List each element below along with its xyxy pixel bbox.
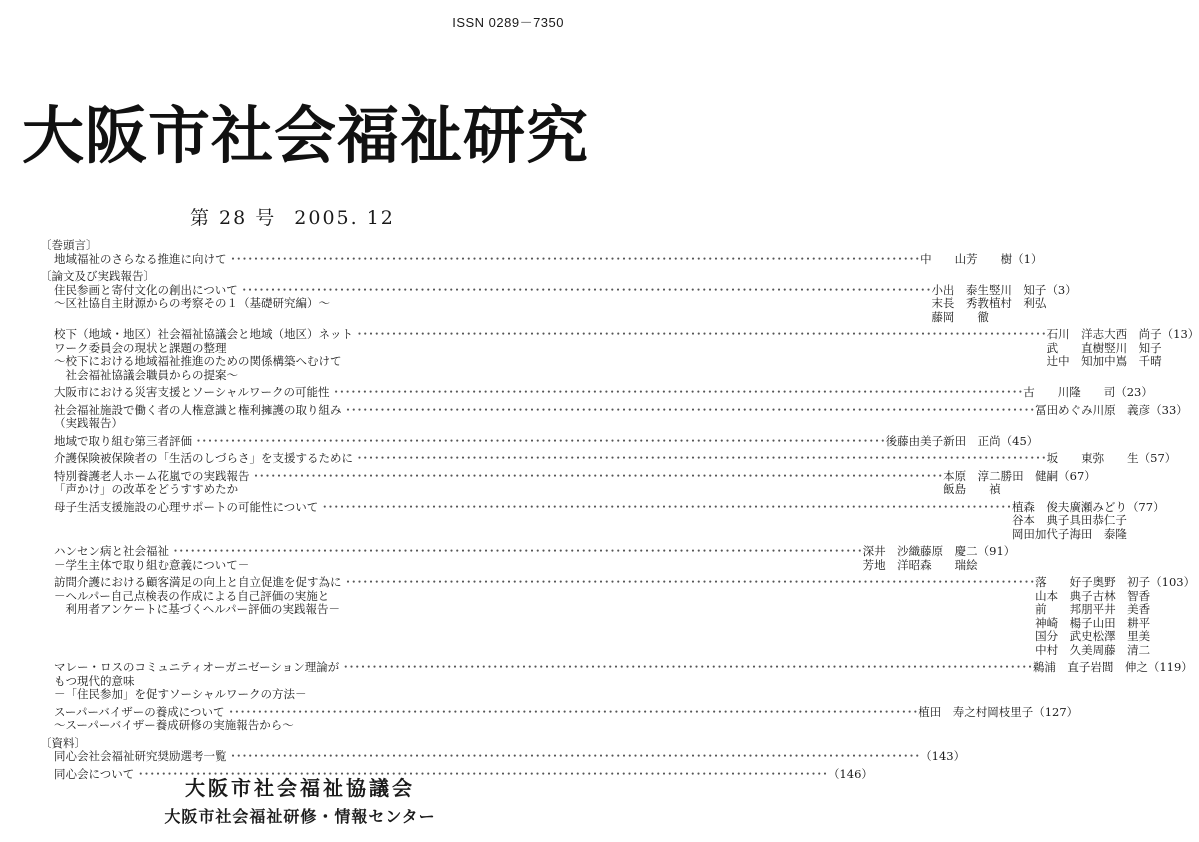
author-row xyxy=(1035,590,1150,604)
author-name: 鵜浦 直子 xyxy=(1032,660,1091,674)
author-name: 平井 美香 xyxy=(1092,602,1151,616)
toc-title-line xyxy=(54,328,1047,342)
author-row xyxy=(1035,576,1150,590)
author-row xyxy=(863,559,978,573)
dot-leader: ････････････････････････････････････････････････････････････････････････････････････････････････････････････････････････ xyxy=(341,575,1036,589)
toc-entry-title xyxy=(40,661,1033,702)
toc-title-text: 介護保険被保険者の「生活のしづらさ」を支援するために xyxy=(54,451,353,465)
dot-leader: ････････････････････････････････････････････････････････････････････････････････････････････････････････････････････････ xyxy=(339,660,1033,674)
toc-title-line xyxy=(54,661,1033,675)
toc-entry-authors xyxy=(1047,328,1162,382)
toc-title-line xyxy=(54,253,920,267)
toc-title-line xyxy=(54,386,1023,400)
toc-entry-title xyxy=(40,404,1035,431)
toc-page-number: （13） xyxy=(1161,327,1199,341)
toc-title-text: 校下（地域・地区）社会福祉協議会と地域（地区）ネット xyxy=(54,327,353,341)
toc-page-number: （23） xyxy=(1115,385,1153,399)
toc-page-number: （127） xyxy=(1033,704,1079,719)
toc-title-text: ～校下における地域福祉推進のための関係構築へむけて xyxy=(54,354,342,368)
author-name: 中嶌 千晴 xyxy=(1104,354,1162,368)
toc-page-number: （143） xyxy=(920,749,966,763)
toc-entry-title xyxy=(40,576,1035,657)
author-name: 周藤 清二 xyxy=(1092,642,1151,657)
toc-entry[interactable] xyxy=(40,282,1077,325)
author-name: 国分 武史 xyxy=(1035,629,1093,643)
issue-line xyxy=(190,203,413,230)
toc-title-line xyxy=(54,404,1035,418)
toc-entry[interactable] xyxy=(40,402,1188,431)
toc-entry[interactable] xyxy=(40,251,1043,267)
author-name: 石川 洋志 xyxy=(1046,327,1105,341)
toc-title-text: ワーク委員会の現状と課題の整理 xyxy=(54,340,227,355)
author-row xyxy=(1035,603,1150,617)
toc-page-number: （91） xyxy=(977,544,1016,558)
toc-title-line xyxy=(54,675,1033,689)
toc-entry[interactable] xyxy=(40,451,1177,466)
author-row xyxy=(1047,328,1162,342)
toc-entry-authors xyxy=(863,545,978,572)
toc-page-number: （57） xyxy=(1138,451,1177,465)
toc-title-line xyxy=(54,470,943,484)
author-name: 勝田 健嗣 xyxy=(1000,468,1059,483)
toc-title-text: ～スーパーバイザー養成研修の実施報告から～ xyxy=(54,718,294,732)
author-name: 飯島 禎 xyxy=(943,482,1001,496)
author-row xyxy=(931,311,1046,325)
author-name: 植森 俊夫 xyxy=(1011,499,1070,514)
author-name: 中 山 xyxy=(920,251,967,266)
toc-title-line xyxy=(54,750,920,764)
dot-leader: ････････････････････････････････････････････････････････････････････････････････････････････････････････････････････････ xyxy=(353,451,1047,465)
author-name: 藤原 慶二 xyxy=(920,544,978,558)
author-name: 岩間 伸之 xyxy=(1090,660,1148,674)
toc-entry-title xyxy=(40,328,1047,382)
toc-section-label: 〔巻頭言〕 xyxy=(40,238,98,252)
toc-title-line xyxy=(54,603,1035,617)
dot-leader: ････････････････････････････････････････････････････････････････････････････････････････････････････････････････････････ xyxy=(226,251,921,266)
toc-entry[interactable] xyxy=(40,575,1196,657)
toc-title-line xyxy=(54,417,1035,431)
author-name: 冨田めぐみ xyxy=(1035,402,1093,417)
toc-entry-authors xyxy=(943,470,1058,497)
author-name: 後藤由美子 xyxy=(885,433,944,448)
author-row xyxy=(1012,514,1127,528)
toc-page-number: （119） xyxy=(1147,660,1193,674)
author-name: 奥野 初子 xyxy=(1092,575,1151,589)
toc-title-text: 訪問介護における顧客満足の向上と自立促進を促す為に xyxy=(54,575,342,589)
toc-title-text: 地域で取り組む第三者評価 xyxy=(54,433,192,448)
author-row xyxy=(886,435,1001,449)
dot-leader: ････････････････････････････････････････････････････････････････････････････････････････････････････････････････････････ xyxy=(169,544,863,558)
toc-title-text: 住民参画と寄付文化の創出について xyxy=(54,282,238,297)
toc-title-line xyxy=(54,369,1047,383)
toc-title-text: ハンセン病と社会福祉 xyxy=(54,544,169,558)
toc-page-number: （77） xyxy=(1126,499,1165,514)
toc-title-text: もつ現代的意味 xyxy=(54,673,135,688)
author-name: 岡田加代子 xyxy=(1011,526,1070,541)
toc-title-text: 大阪市における災害支援とソーシャルワークの可能性 xyxy=(54,385,330,399)
author-row xyxy=(920,253,1012,267)
author-name: 坂 東 xyxy=(1046,451,1093,465)
toc-entry-title xyxy=(40,386,1023,400)
toc-entry-authors xyxy=(1047,452,1139,466)
author-name: 神崎 楊子 xyxy=(1035,615,1093,630)
author-name: 末長 秀教 xyxy=(931,296,989,310)
issue-number: 第 28 号 xyxy=(190,207,277,229)
author-name: 松澤 里美 xyxy=(1092,629,1151,643)
author-row xyxy=(1035,630,1150,644)
toc-entry-title xyxy=(40,706,918,733)
toc-entry-authors xyxy=(1035,404,1150,431)
toc-entry[interactable] xyxy=(40,433,1039,449)
author-name: 村岡枝里子 xyxy=(975,704,1034,719)
toc-title-text: 利用者アンケートに基づくヘルパー評価の実践報告－ xyxy=(54,602,341,616)
issn-label: ISSN 0289－7350 xyxy=(452,15,564,30)
toc-entry[interactable] xyxy=(40,499,1165,542)
toc-entry-authors xyxy=(918,706,1033,733)
toc-entry-authors xyxy=(920,253,1012,267)
author-name: 谷本 典子 xyxy=(1011,513,1070,527)
toc-entry-authors xyxy=(886,435,1001,449)
toc-title-line xyxy=(54,452,1047,466)
toc-entry-title xyxy=(40,452,1047,466)
toc-title-text: －学生主体で取り組む意義について－ xyxy=(54,557,250,572)
dot-leader: ････････････････････････････････････････････････････････････････････････････････････････････････････････････････････････ xyxy=(226,749,921,763)
journal-title: 大阪市社会福祉研究 xyxy=(22,99,590,172)
dot-leader: ････････････････････････････････････････････････････････････････････････････････････････････････････････････････････････ xyxy=(341,402,1036,417)
toc-title-line xyxy=(54,284,931,298)
dot-leader: ････････････････････････････････････････････････････････････････････････････････････････････････････････････････････････ xyxy=(237,282,932,297)
author-row xyxy=(931,284,1046,298)
toc-title-text: 同心会について xyxy=(54,766,135,781)
toc-title-line xyxy=(54,545,863,559)
author-name: 深井 沙織 xyxy=(862,544,921,558)
author-name: 本原 淳二 xyxy=(943,468,1001,483)
toc-title-line xyxy=(54,435,886,449)
dot-leader: ････････････････････････････････････････････････････････････････････････････････････････････････････････････････････････ xyxy=(224,704,919,719)
toc-title-text: 社会福祉協議会職員からの提案～ xyxy=(54,367,238,382)
toc-entry-title xyxy=(40,253,920,267)
toc-title-text: 特別養護老人ホーム花嵐での実践報告 xyxy=(54,468,250,483)
toc-title-text: マレー・ロスのコミュニティオーガニゼーション理論が xyxy=(54,660,340,674)
toc-entry-title xyxy=(40,470,943,497)
dot-leader: ････････････････････････････････････････････････････････････････････････････････････････････････････････････････････････ xyxy=(192,433,886,448)
author-row xyxy=(1012,501,1127,515)
author-name: 植村 利弘 xyxy=(988,296,1047,310)
toc-page-number: （3） xyxy=(1046,282,1077,297)
toc-entry-authors xyxy=(1035,576,1150,657)
toc-title-line xyxy=(54,590,1035,604)
toc-entry-authors xyxy=(1033,661,1148,702)
author-name: 芳 樹 xyxy=(966,251,1013,266)
dot-leader: ････････････････････････････････････････････････････････････････････････････････････････････････････････････････････････ xyxy=(249,468,944,483)
author-row xyxy=(943,483,1058,497)
author-name: 竪川 知子 xyxy=(1104,340,1162,355)
toc-title-line xyxy=(54,483,943,497)
toc-entry-authors xyxy=(931,284,1046,325)
toc-entry-authors xyxy=(1023,386,1115,400)
author-name: 森 瑞絵 xyxy=(920,557,978,572)
toc-entry-title xyxy=(40,750,920,764)
dot-leader: ････････････････････････････････････････････････････････････････････････････････････････････････････････････････････････ xyxy=(134,766,828,781)
toc-entry-title xyxy=(40,435,886,449)
author-row xyxy=(1047,342,1162,356)
author-name: 大西 尚子 xyxy=(1104,327,1162,341)
toc-title-line xyxy=(54,355,1047,369)
toc-title-line xyxy=(54,501,1012,515)
toc-entry[interactable] xyxy=(40,327,1199,382)
author-row xyxy=(863,545,978,559)
author-name: 古 川 xyxy=(1023,385,1070,399)
toc-page-number: （45） xyxy=(1000,433,1039,448)
dot-leader: ････････････････････････････････････････････････････････････････････････････････････････････････････････････････････････ xyxy=(329,385,1024,399)
author-row xyxy=(1023,386,1115,400)
author-name: 具田恭仁子 xyxy=(1069,513,1127,527)
author-name: 山田 耕平 xyxy=(1092,615,1151,630)
toc-entry-title xyxy=(40,545,863,572)
author-name: 廣瀬みどり xyxy=(1069,499,1127,514)
center-name: 大阪市社会福祉研修・情報センター xyxy=(164,807,436,826)
toc-title-line xyxy=(54,719,918,733)
toc-page-number: （1） xyxy=(1012,251,1043,266)
author-name xyxy=(989,311,1047,325)
author-row xyxy=(943,470,1058,484)
toc-title-text: －ヘルパー自己点検表の作成による自己評価の実施と xyxy=(54,588,330,603)
author-row xyxy=(931,297,1046,311)
toc-entry[interactable] xyxy=(40,704,1079,733)
toc-title-text: 社会福祉施設で働く者の人権意識と権利擁護の取り組み xyxy=(54,402,342,417)
toc-entry-authors xyxy=(1012,501,1127,542)
author-name: 藤岡 徹 xyxy=(931,309,989,324)
toc-title-text: スーパーバイザーの養成について xyxy=(54,704,225,719)
author-name: 小出 泰生 xyxy=(931,282,989,297)
author-row xyxy=(1035,644,1150,658)
author-row xyxy=(1035,617,1150,631)
toc-entry[interactable] xyxy=(40,749,966,764)
author-name: 竪川 知子 xyxy=(988,282,1047,297)
dot-leader: ････････････････････････････････････････････････････････････････････････････････････････････････････････････････････････ xyxy=(318,499,1012,514)
author-name: 落 好子 xyxy=(1035,575,1093,589)
author-name: 古林 智香 xyxy=(1092,588,1151,603)
toc-title-text: 地域福祉のさらなる推進に向けて xyxy=(54,251,227,266)
toc-title-text: 「声かけ」の改革をどうすすめたか xyxy=(54,482,239,496)
author-name: 弥 生 xyxy=(1092,451,1139,465)
toc-title-line xyxy=(54,706,918,720)
author-name: 前 邦朋 xyxy=(1035,602,1093,616)
toc-title-text: 母子生活支援施設の心理サポートの可能性について xyxy=(54,499,319,514)
author-row xyxy=(918,706,1033,720)
dot-leader: ････････････････････････････････････････････････････････････････････････････････････････････････････････････････････････ xyxy=(353,327,1047,341)
toc-title-line xyxy=(54,576,1035,590)
author-name: 武 直樹 xyxy=(1046,340,1105,355)
author-row xyxy=(1047,452,1139,466)
issue-date: 2005. 12 xyxy=(294,207,395,229)
toc-entry[interactable] xyxy=(40,385,1153,400)
author-name: 山本 典子 xyxy=(1035,588,1093,603)
toc-entry-title xyxy=(40,284,931,325)
toc-page-number: （67） xyxy=(1058,468,1096,483)
toc-section-label: 〔資料〕 xyxy=(40,735,86,750)
toc-title-text: －「住民参加」を促すソーシャルワークの方法－ xyxy=(54,687,307,701)
author-name: 植田 寿之 xyxy=(918,704,976,719)
toc-section-label: 〔論文及び実践報告〕 xyxy=(40,269,155,283)
table-of-contents xyxy=(40,237,1199,785)
toc-title-text: ～区社協自主財源からの考察その１（基礎研究編）～ xyxy=(54,296,330,310)
toc-entry[interactable] xyxy=(40,544,1016,572)
author-name: 辻中 知加 xyxy=(1046,354,1105,368)
toc-title-line xyxy=(54,342,1047,356)
toc-title-line xyxy=(54,688,1033,702)
toc-title-text: 同心会社会福祉研究奨励選考一覧 xyxy=(54,749,227,763)
toc-title-text: （実践報告） xyxy=(54,416,123,430)
author-name: 隆 司 xyxy=(1069,385,1116,399)
toc-title-line xyxy=(54,559,863,573)
author-name xyxy=(1001,483,1059,497)
toc-entry[interactable] xyxy=(40,468,1096,497)
author-row xyxy=(1035,404,1150,418)
author-row xyxy=(1047,355,1162,369)
author-row xyxy=(1033,661,1148,675)
toc-entry[interactable] xyxy=(40,660,1193,702)
toc-page-number: （146） xyxy=(827,766,873,781)
toc-page-number: （33） xyxy=(1150,402,1188,417)
author-name: 新田 正尚 xyxy=(943,433,1001,448)
toc-title-line xyxy=(54,297,931,311)
toc-page-number: （103） xyxy=(1150,575,1196,589)
toc-entry-title xyxy=(40,501,1012,542)
publisher-name: 大阪市社会福祉協議会 xyxy=(185,776,415,800)
author-name: 芳地 洋昭 xyxy=(862,557,921,572)
author-name: 川原 義彦 xyxy=(1092,402,1151,417)
author-row xyxy=(1012,528,1127,542)
author-name: 中村 久美 xyxy=(1035,642,1093,657)
author-name: 海田 泰隆 xyxy=(1069,526,1127,541)
